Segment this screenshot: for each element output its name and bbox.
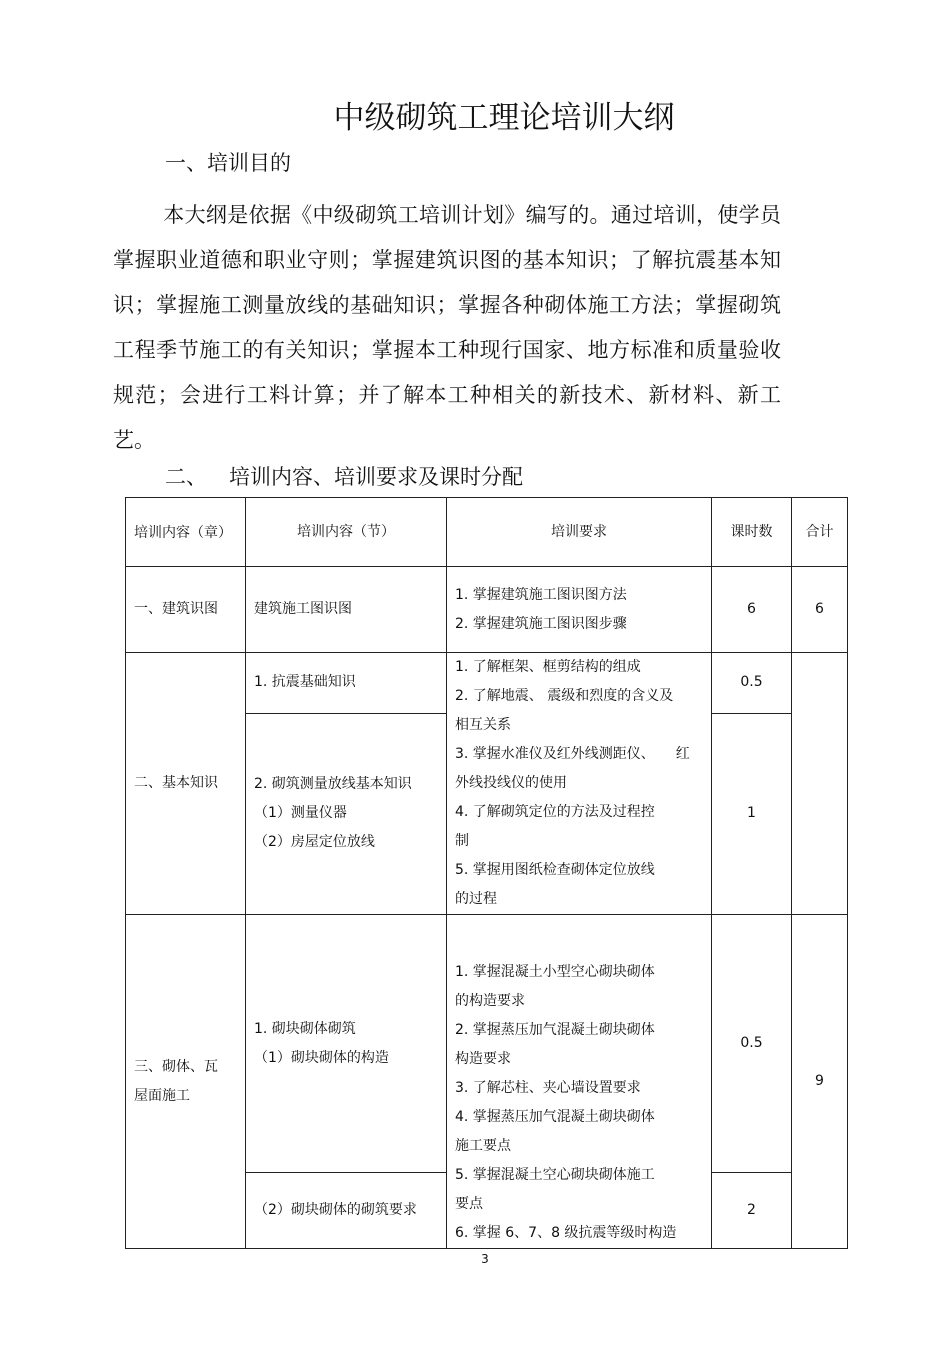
section-line: （1）测量仪器 [254,805,347,822]
purpose-paragraph [113,193,781,463]
chapter-line: 三、砌体、瓦 [134,1058,218,1075]
requirement-line: 要点 [455,1196,483,1212]
requirement-line: 1. 了解框架、框剪结构的组成 [455,659,641,675]
hours-cell: 6 [712,567,792,653]
chapter-cell: 二、基本知识 [126,653,246,915]
requirement-line: 2. 掌握蒸压加气混凝土砌块砌体 [455,1022,655,1038]
purpose-text: 本大纲是依据《中级砌筑工培训计划》编写的。通过培训，使学员掌握职业道德和职业守则；掌握建筑识图的基本知识；了解抗震基本知识；掌握施工测量放线的基础知识；掌握各种砌体施工方法；掌握砌筑工程季节施工的有关知识；掌握本工种现行国家、地方标准和质量验收规范；会进行工料计算；并了解本工种相关的新技术、新材料、新工艺。 [113,203,781,452]
section-cell: 1. 抗震基础知识 [246,653,447,714]
section-line: （2）房屋定位放线 [254,834,375,851]
requirements-cell [447,567,712,653]
requirement-line: 制 [455,833,469,849]
page-title: 中级砌筑工理论培训大纲 [333,100,675,136]
requirement-line: 5. 掌握用图纸检查砌体定位放线 [455,862,655,878]
table-header-row [126,498,848,567]
section-heading-number: 二、 [165,465,207,489]
requirement-line: 施工要点 [455,1138,511,1154]
requirement-line: 的构造要求 [455,993,525,1009]
requirement-line: 5. 掌握混凝土空心砌块砌体施工 [455,1167,655,1183]
requirement-line: 4. 掌握蒸压加气混凝土砌块砌体 [455,1109,655,1125]
section-cell [246,713,447,914]
requirements-cell [447,653,712,915]
header-chapter: 培训内容（章） [126,498,246,567]
section-line: （1）砌块砌体的构造 [254,1049,389,1066]
requirement-line: 3. 了解芯柱、夹心墙设置要求 [455,1080,641,1096]
hours-cell: 2 [712,1173,792,1249]
requirements-cell [447,915,712,1249]
requirement-line: 1. 掌握建筑施工图识图方法 [455,586,627,603]
requirement-line: 6. 掌握 6、7、8 级抗震等级时构造 [455,1225,677,1241]
chapter-cell: 一、建筑识图 [126,567,246,653]
section-cell: （2）砌块砌体的砌筑要求 [246,1173,447,1249]
section-heading-content [165,460,523,494]
header-total: 合计 [792,498,848,567]
requirement-line: 2. 掌握建筑施工图识图步骤 [455,615,627,632]
requirement-line: 3. 掌握水准仪及红外线测距仪、 红 [455,746,690,762]
table-row [126,915,848,1173]
section-cell: 建筑施工图识图 [246,567,447,653]
hours-cell: 0.5 [712,653,792,714]
section-heading-purpose: 一、培训目的 [165,151,291,175]
hours-cell: 1 [712,713,792,914]
section-cell [246,915,447,1173]
table-row [126,567,848,653]
header-hours: 课时数 [712,498,792,567]
requirement-line: 4. 了解砌筑定位的方法及过程控 [455,804,655,820]
section-heading-text: 培训内容、培训要求及课时分配 [229,465,523,489]
header-section: 培训内容（节） [246,498,447,567]
hours-cell: 0.5 [712,915,792,1173]
section-line: 1. 砌块砌体砌筑 [254,1020,356,1037]
requirement-line: 构造要求 [455,1051,511,1067]
training-outline-table [125,497,848,1249]
page-number: 3 [481,1252,489,1266]
requirement-line: 相互关系 [455,717,511,733]
total-cell [792,653,848,915]
chapter-cell [126,915,246,1249]
chapter-line: 屋面施工 [134,1087,190,1104]
requirement-line: 的过程 [455,891,497,907]
total-cell: 9 [792,915,848,1249]
requirement-line: 外线投线仪的使用 [455,775,567,791]
table-row [126,653,848,714]
header-requirements: 培训要求 [447,498,712,567]
requirement-line: 1. 掌握混凝土小型空心砌块砌体 [455,964,655,980]
requirement-line: 2. 了解地震、 震级和烈度的含义及 [455,688,674,704]
total-cell: 6 [792,567,848,653]
section-line: 2. 砌筑测量放线基本知识 [254,776,412,793]
